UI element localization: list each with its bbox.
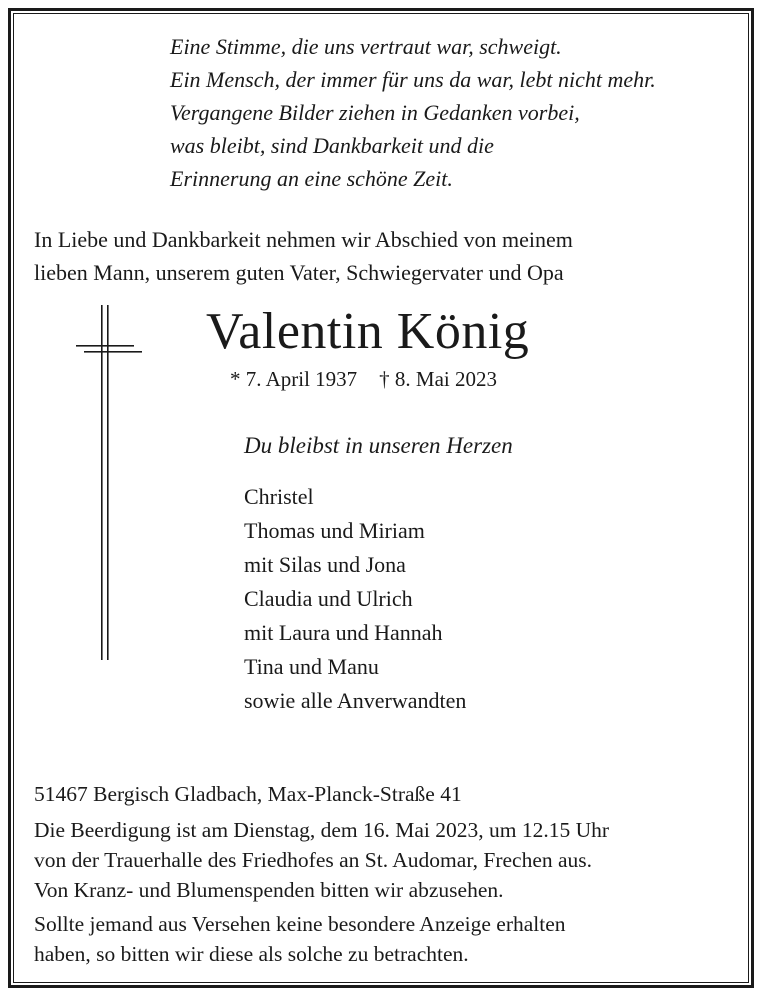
notice-line: Sollte jemand aus Versehen keine besondere Anzeige erhalten <box>34 912 566 936</box>
family-member: mit Laura und Hannah <box>244 620 443 645</box>
birth-date: * 7. April 1937 <box>230 367 358 391</box>
poem-line: Eine Stimme, die uns vertraut war, schweigt. <box>170 34 562 59</box>
notice <box>34 909 566 969</box>
intro-line: lieben Mann, unserem guten Vater, Schwiegervater und Opa <box>34 260 564 285</box>
cross-icon <box>76 305 142 663</box>
poem-line: Erinnerung an eine schöne Zeit. <box>170 166 453 191</box>
life-dates <box>230 364 497 394</box>
family-list <box>244 480 466 718</box>
family-member: Claudia und Ulrich <box>244 586 413 611</box>
address: 51467 Bergisch Gladbach, Max-Planck-Straße 41 <box>34 782 462 806</box>
family-member: Tina und Manu <box>244 654 379 679</box>
poem-line: Ein Mensch, der immer für uns da war, lebt nicht mehr. <box>170 67 656 92</box>
motto: Du bleibst in unseren Herzen <box>244 433 513 458</box>
family-member: Thomas und Miriam <box>244 518 425 543</box>
intro-line: In Liebe und Dankbarkeit nehmen wir Abschied von meinem <box>34 227 573 252</box>
poem-line: was bleibt, sind Dankbarkeit und die <box>170 133 494 158</box>
family-member: Christel <box>244 484 314 509</box>
funeral-info <box>34 815 609 905</box>
poem-line: Vergangene Bilder ziehen in Gedanken vorbei, <box>170 100 580 125</box>
funeral-line: Die Beerdigung ist am Dienstag, dem 16. Mai 2023, um 12.15 Uhr <box>34 818 610 842</box>
family-member: mit Silas und Jona <box>244 552 406 577</box>
deceased-name: Valentin König <box>206 303 530 360</box>
death-date: † 8. Mai 2023 <box>379 367 497 391</box>
funeral-line: von der Trauerhalle des Friedhofes an St. Audomar, Frechen aus. <box>34 848 593 872</box>
intro-text <box>34 223 734 289</box>
poem <box>170 30 750 195</box>
notice-line: haben, so bitten wir diese als solche zu betrachten. <box>34 942 469 966</box>
family-member: sowie alle Anverwandten <box>244 688 467 713</box>
funeral-line: Von Kranz- und Blumenspenden bitten wir abzusehen. <box>34 878 504 902</box>
